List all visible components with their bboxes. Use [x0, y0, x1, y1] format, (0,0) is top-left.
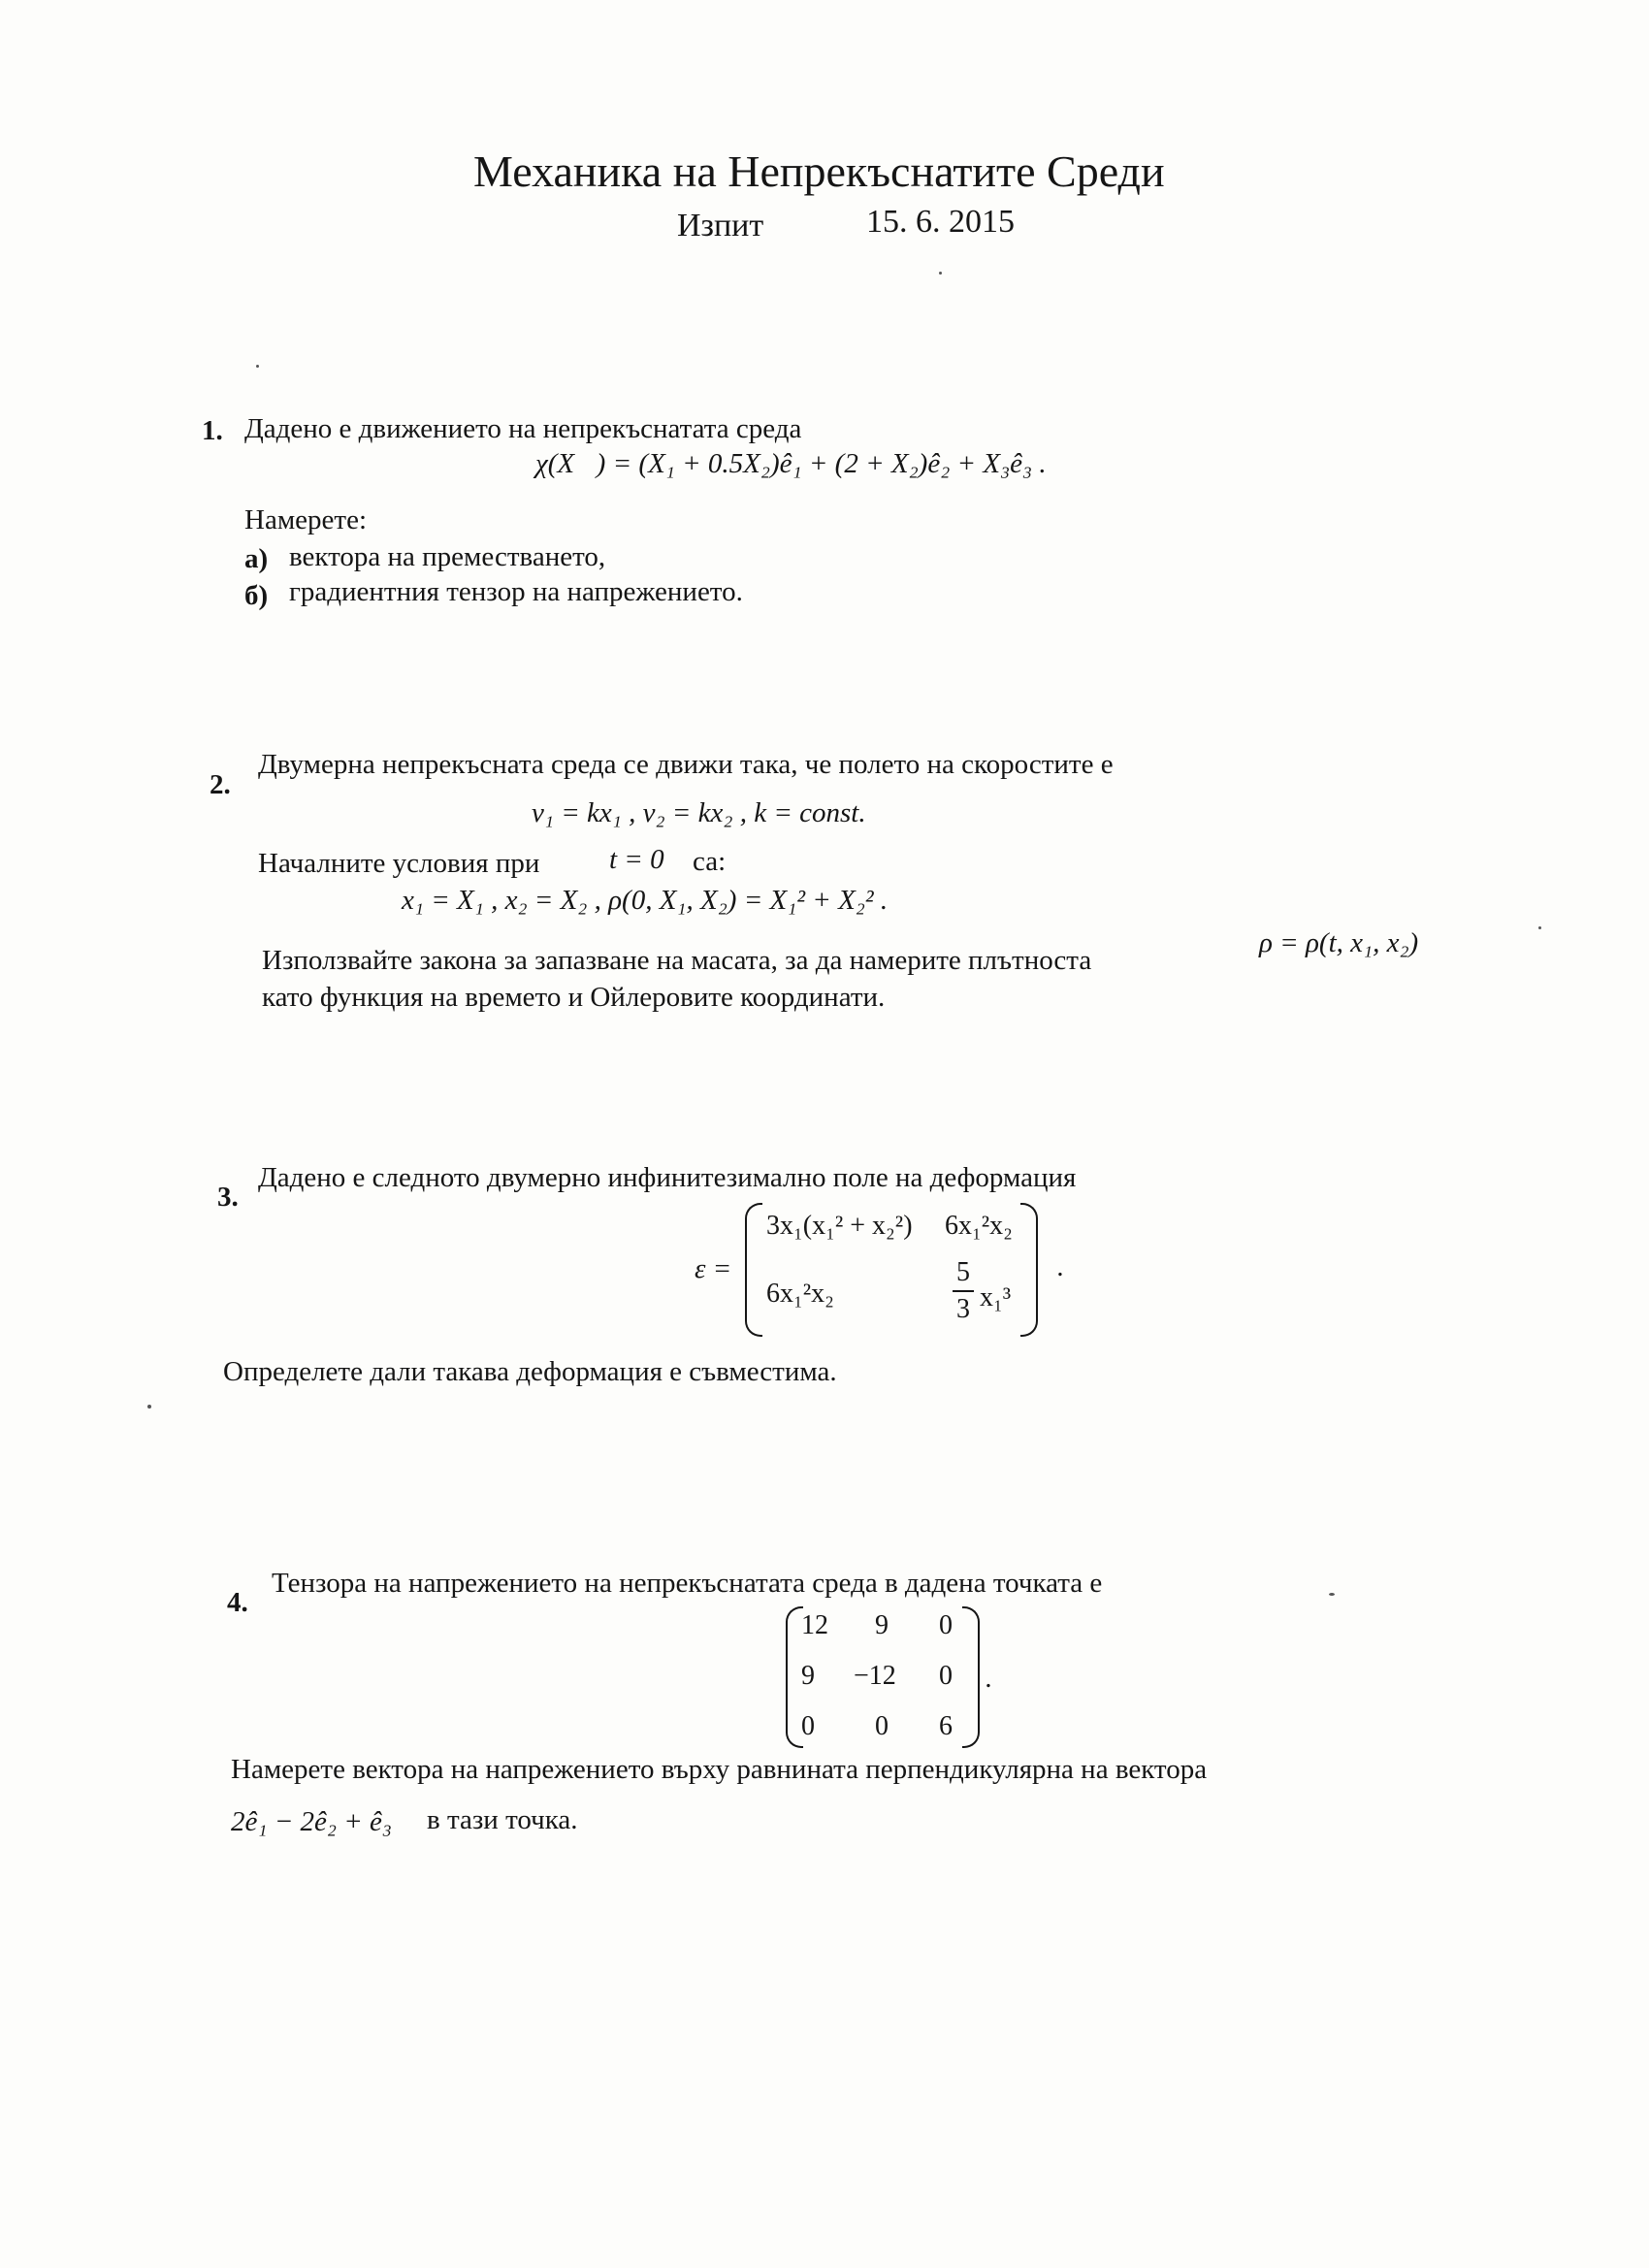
matrix-cell: 0 [875, 1711, 889, 1741]
page-title: Механика на Непрекъснатите Среди [473, 146, 1165, 196]
scan-speck [256, 365, 259, 368]
stress-matrix [786, 1606, 980, 1748]
initial-formula: x₁ = X₁ , x₂ = X₂ , ρ(0, X₁, X₂) = X₁² + X₂² . [402, 885, 889, 916]
matrix-cell: 3x₁(x₁² + x₂²) [766, 1211, 913, 1241]
item-label: б) [244, 580, 269, 611]
matrix-cell: 9 [801, 1661, 815, 1691]
matrix-cell: 9 [875, 1610, 889, 1640]
problem-prompt: Намерете: [244, 504, 368, 535]
scan-speck [939, 272, 942, 275]
problem-text: Двумерна непрекъсната среда се движи така, че полето на скоростите е [258, 749, 1114, 780]
scan-speck [1329, 1593, 1335, 1596]
matrix-cell: 0 [801, 1711, 815, 1741]
fraction [951, 1257, 976, 1325]
motion-formula: χ(X⃗) = (X₁ + 0.5X₂)ê₁ + (2 + X₂)ê₂ + X₃ê₃ . [535, 448, 1047, 479]
problem-number: 4. [227, 1587, 248, 1618]
matrix-cell: x₁³ [980, 1282, 1012, 1312]
item-text: градиентния тензор на напрежението. [289, 576, 743, 607]
exam-date: 15. 6. 2015 [866, 204, 1015, 240]
fraction-numerator: 5 [956, 1257, 970, 1287]
epsilon-symbol: ε = [695, 1253, 732, 1284]
scan-speck [147, 1405, 151, 1409]
left-paren [745, 1203, 762, 1337]
initial-time: t = 0 [609, 844, 664, 875]
matrix-cell: 6 [939, 1711, 953, 1741]
problem-text: като функция на времето и Ойлеровите координати. [262, 982, 886, 1013]
matrix-cell: 0 [939, 1661, 953, 1691]
problem-number: 3. [217, 1182, 239, 1213]
right-paren [962, 1606, 980, 1748]
normal-vector: 2ê₁ − 2ê₂ + ê₃ [231, 1806, 392, 1837]
problem-number: 2. [210, 769, 231, 800]
problem-number: 1. [202, 415, 223, 446]
initial-sa: са: [693, 846, 727, 877]
problem-text: Тензора на напрежението на непрекъснатата среда в дадена точката е [272, 1568, 1103, 1599]
item-label: а) [244, 543, 269, 574]
problem-text: Дадено е движението на непрекъснатата среда [244, 413, 802, 444]
velocity-formula: v₁ = kx₁ , v₂ = kx₂ , k = const. [532, 797, 866, 828]
strain-matrix [745, 1203, 1038, 1337]
fraction-denominator: 3 [956, 1294, 970, 1324]
end-dot: . [1057, 1251, 1065, 1282]
end-dot: . [986, 1663, 993, 1694]
matrix-cell: 6x₁²x₂ [766, 1279, 834, 1309]
initial-conditions-label: Началните условия при [258, 848, 540, 879]
problem-text: Използвайте закона за запазване на масата, за да намерите плътноста [262, 945, 1092, 976]
scan-speck [1538, 926, 1541, 929]
problem-text: в тази точка. [427, 1804, 578, 1835]
right-paren [1020, 1203, 1038, 1337]
matrix-cell: 12 [801, 1610, 828, 1640]
problem-text: Намерете вектора на напрежението върху равнината перпендикулярна на вектора [231, 1754, 1208, 1785]
matrix-cell: 6x₁²x₂ [945, 1211, 1013, 1241]
problem-text: Определете дали такава деформация е съвместима. [223, 1356, 837, 1387]
density-formula: ρ = ρ(t, x₁, x₂) [1259, 927, 1419, 958]
item-text: вектора на преместването, [289, 541, 606, 572]
problem-text: Дадено е следното двумерно инфинитезимално поле на деформация [258, 1162, 1077, 1193]
matrix-cell: −12 [854, 1661, 896, 1691]
matrix-cell: 0 [939, 1610, 953, 1640]
fraction-bar [953, 1290, 974, 1292]
exam-label: Изпит [677, 208, 764, 243]
